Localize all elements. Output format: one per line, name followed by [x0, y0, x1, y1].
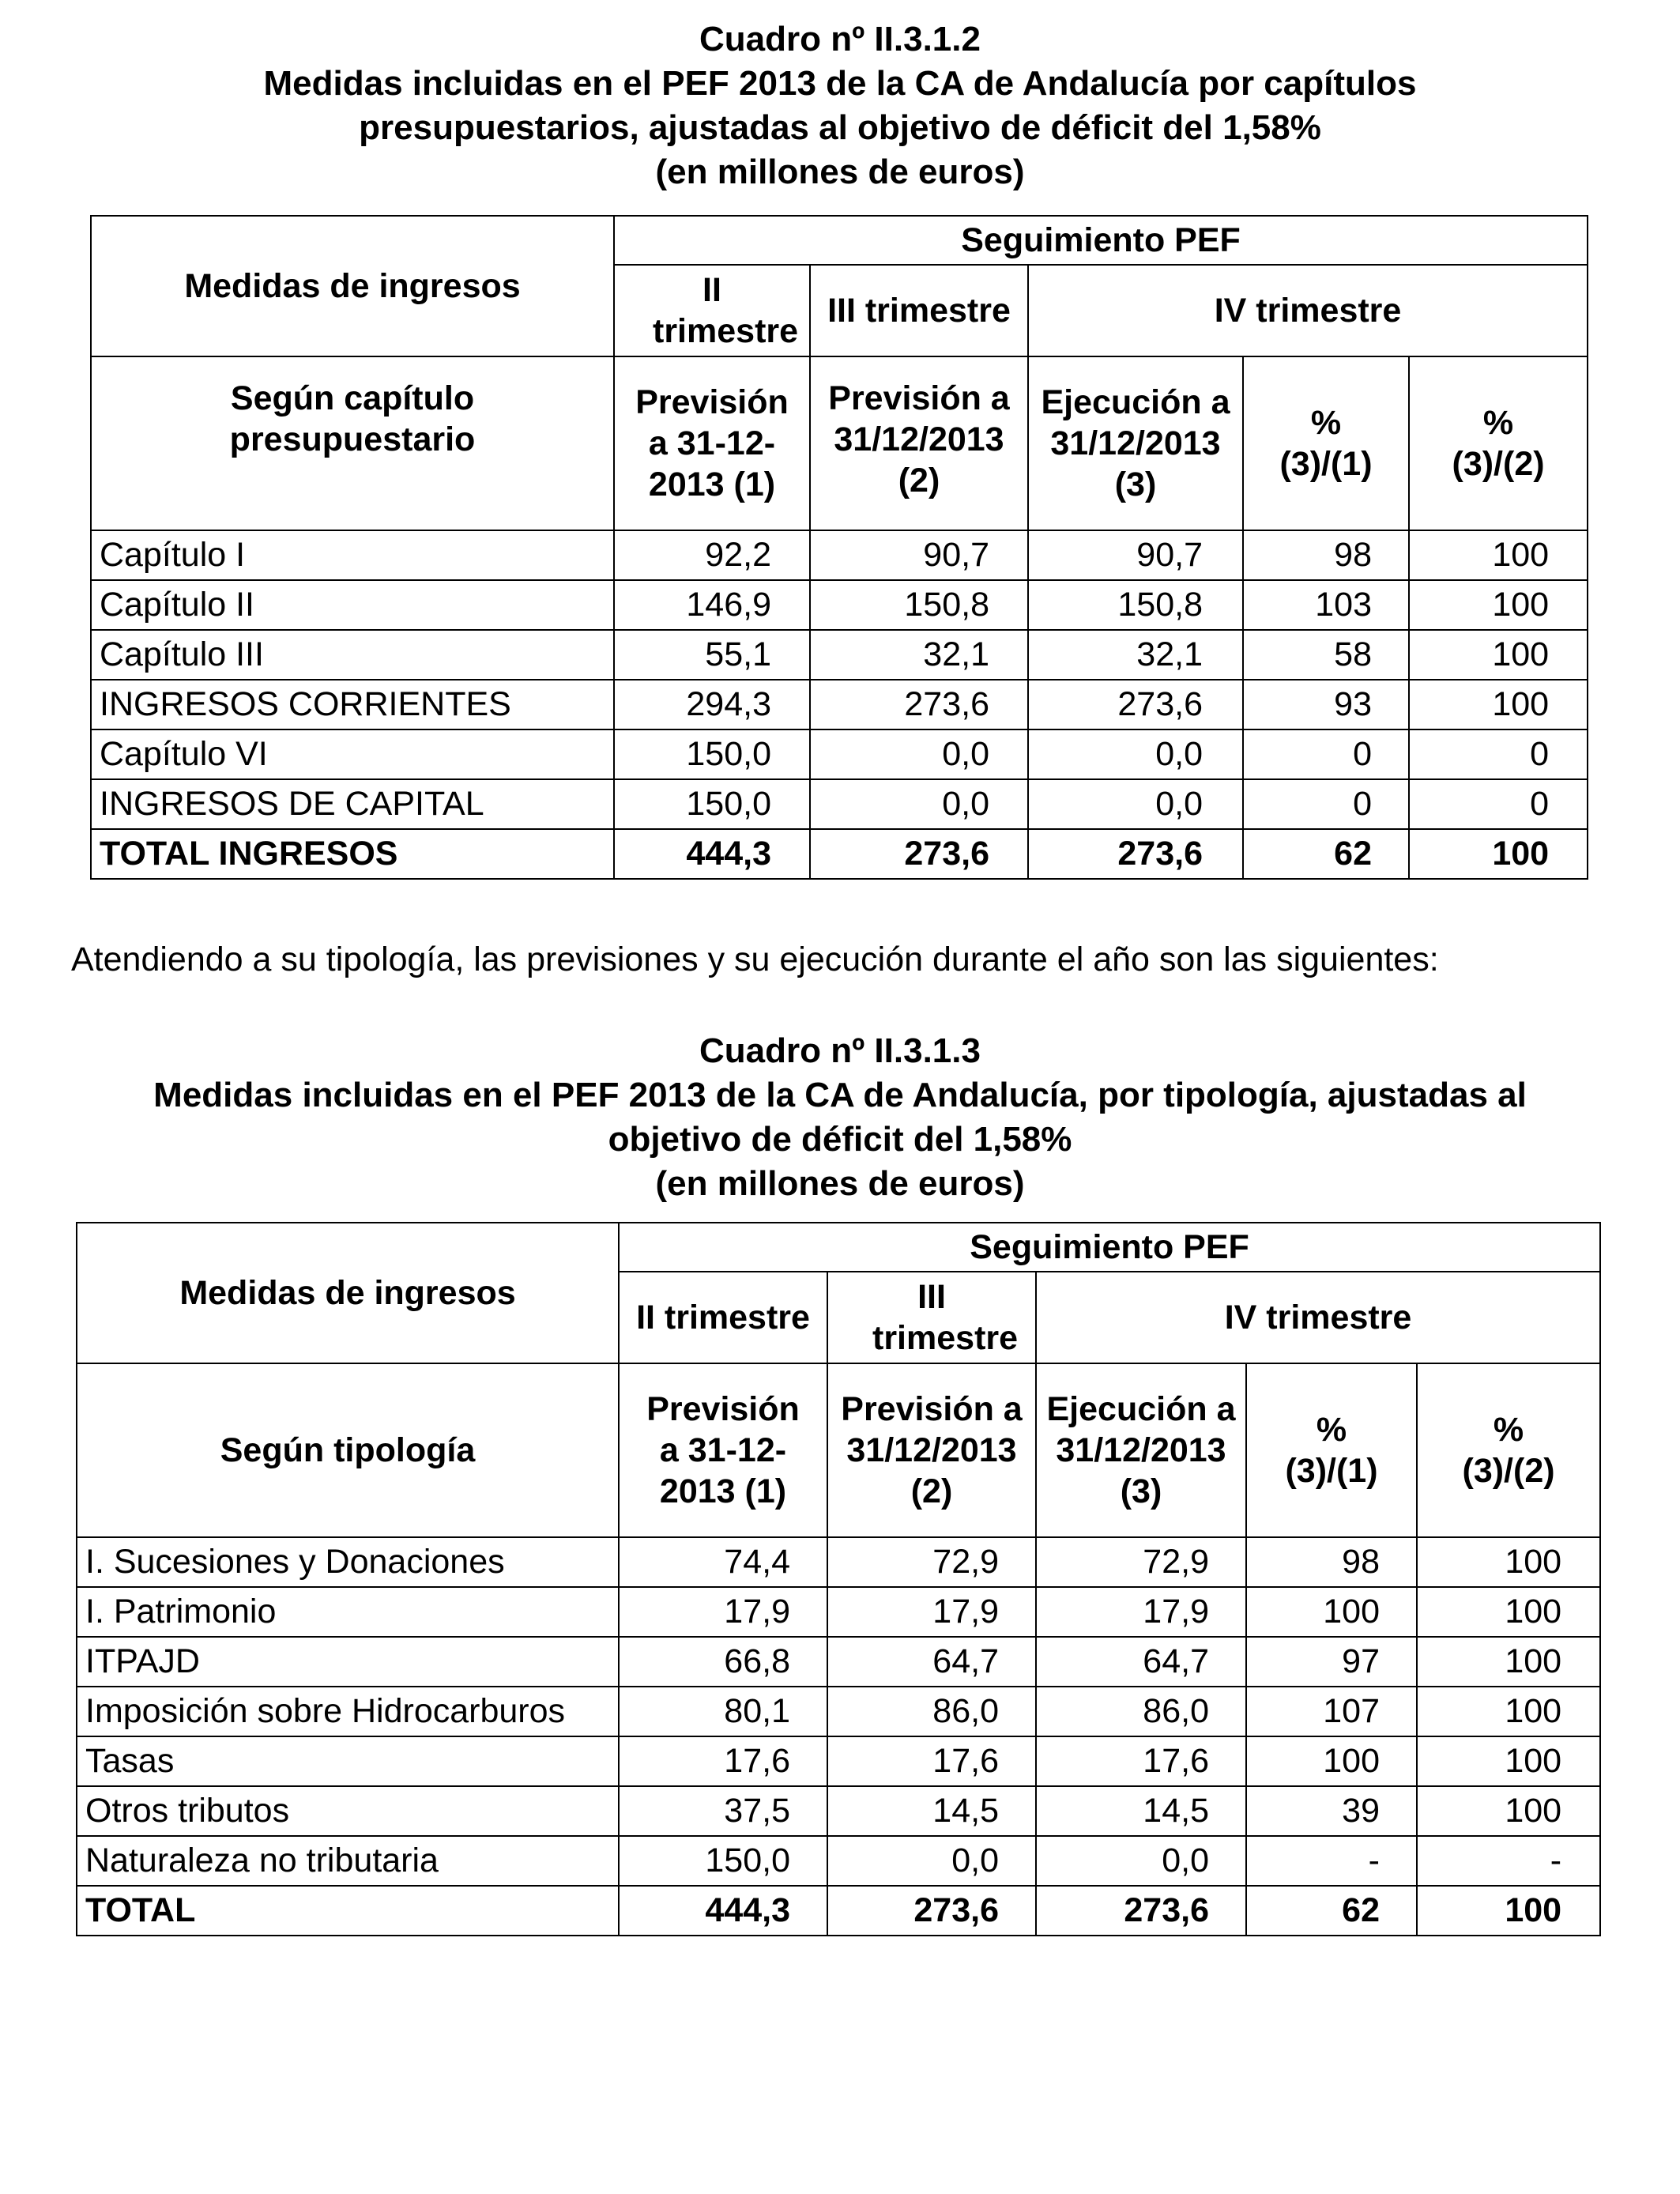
- table1-header-seguimiento: Seguimiento PEF: [614, 216, 1588, 265]
- cell-prev2: 17,6: [827, 1736, 1036, 1786]
- row-label: ITPAJD: [77, 1637, 619, 1687]
- cell-pct2: 100: [1409, 580, 1588, 630]
- cell-pct1: 100: [1246, 1587, 1417, 1637]
- table2-header-pct1: [1246, 1363, 1417, 1537]
- cell-ejec: 32,1: [1028, 630, 1243, 680]
- table-row: [77, 1537, 1600, 1587]
- cell-prev2: 273,6: [810, 680, 1028, 729]
- cell-prev2: 0,0: [810, 779, 1028, 829]
- table1-header-q3: III trimestre: [810, 265, 1028, 356]
- cell-ejec: 273,6: [1036, 1886, 1246, 1936]
- cell-pct2: 100: [1417, 1587, 1600, 1637]
- row-label: Capítulo VI: [91, 729, 614, 779]
- cell-ejec: 0,0: [1028, 729, 1243, 779]
- cell-pct1: 103: [1243, 580, 1409, 630]
- table-row: [77, 1836, 1600, 1886]
- cell-prev2: 14,5: [827, 1786, 1036, 1836]
- cell-pct2: -: [1417, 1836, 1600, 1886]
- table2-header-ejec-text: Ejecución a 31/12/2013 (3): [1046, 1390, 1236, 1510]
- table2-title-line3: objetivo de déficit del 1,58%: [608, 1120, 1072, 1159]
- cell-prev1: 66,8: [619, 1637, 827, 1687]
- table-row: [91, 680, 1588, 729]
- cell-ejec: 17,9: [1036, 1587, 1246, 1637]
- cell-pct1: 0: [1243, 729, 1409, 779]
- row-label: I. Patrimonio: [77, 1587, 619, 1637]
- table2-title-line4: (en millones de euros): [655, 1164, 1025, 1203]
- table2-header-medidas: Medidas de ingresos: [77, 1223, 619, 1363]
- table2-header-prev1-text: Previsión a 31-12-2013 (1): [646, 1390, 800, 1510]
- cell-ejec: 14,5: [1036, 1786, 1246, 1836]
- cell-ejec: 64,7: [1036, 1637, 1246, 1687]
- table1-title: [0, 17, 1680, 194]
- table-total-row: [77, 1886, 1600, 1936]
- row-label: Naturaleza no tributaria: [77, 1836, 619, 1886]
- table2-header-pct1-text: % (3)/(1): [1285, 1411, 1378, 1490]
- cell-pct2: 100: [1409, 530, 1588, 580]
- cell-ejec: 273,6: [1028, 829, 1243, 879]
- table1-header-medidas: Medidas de ingresos: [91, 216, 614, 356]
- row-label: INGRESOS CORRIENTES: [91, 680, 614, 729]
- cell-prev1: 150,0: [614, 779, 810, 829]
- cell-prev1: 37,5: [619, 1786, 827, 1836]
- cell-pct1: 62: [1246, 1886, 1417, 1936]
- table1-title-line1: Cuadro nº II.3.1.2: [699, 20, 981, 58]
- table1-title-line2: Medidas incluidas en el PEF 2013 de la CA de Andalucía por capítulos: [263, 64, 1417, 103]
- cell-pct1: 0: [1243, 779, 1409, 829]
- cell-prev1: 150,0: [619, 1836, 827, 1886]
- cell-prev2: 273,6: [810, 829, 1028, 879]
- cell-pct1: 107: [1246, 1687, 1417, 1736]
- cell-prev1: 80,1: [619, 1687, 827, 1736]
- cell-pct1: 93: [1243, 680, 1409, 729]
- cell-pct2: 100: [1417, 1886, 1600, 1936]
- table-row: [91, 630, 1588, 680]
- cell-prev1: 92,2: [614, 530, 810, 580]
- row-label: INGRESOS DE CAPITAL: [91, 779, 614, 829]
- table-row: [91, 580, 1588, 630]
- cell-pct1: 39: [1246, 1786, 1417, 1836]
- table1: [90, 215, 1588, 880]
- table2-header-prev2: [827, 1363, 1036, 1537]
- row-label: Tasas: [77, 1736, 619, 1786]
- cell-pct2: 100: [1417, 1736, 1600, 1786]
- cell-prev1: 146,9: [614, 580, 810, 630]
- table2-header-seguimiento: Seguimiento PEF: [619, 1223, 1600, 1272]
- cell-pct2: 100: [1409, 680, 1588, 729]
- cell-prev2: 86,0: [827, 1687, 1036, 1736]
- cell-pct1: 100: [1246, 1736, 1417, 1786]
- table2-header-q3-text: III trimestre: [872, 1278, 1019, 1357]
- table1-header-row-label-text: Según capítulo presupuestario: [229, 379, 476, 458]
- cell-ejec: 150,8: [1028, 580, 1243, 630]
- cell-pct2: 100: [1417, 1687, 1600, 1736]
- cell-pct1: 98: [1243, 530, 1409, 580]
- table2-header-ejec: [1036, 1363, 1246, 1537]
- table1-header-q2-text: II trimestre: [653, 271, 799, 350]
- table-row: [91, 530, 1588, 580]
- cell-prev1: 294,3: [614, 680, 810, 729]
- cell-pct1: 97: [1246, 1637, 1417, 1687]
- row-label: Imposición sobre Hidrocarburos: [77, 1687, 619, 1736]
- cell-prev2: 150,8: [810, 580, 1028, 630]
- cell-pct2: 0: [1409, 779, 1588, 829]
- cell-prev2: 17,9: [827, 1587, 1036, 1637]
- table2-header-pct2-text: % (3)/(2): [1462, 1411, 1555, 1490]
- table1-title-line3: presupuestarios, ajustadas al objetivo de déficit del 1,58%: [359, 108, 1321, 147]
- table1-header-row-label: [91, 356, 614, 530]
- cell-prev1: 444,3: [614, 829, 810, 879]
- cell-ejec: 72,9: [1036, 1537, 1246, 1587]
- table1-header-pct2-text: % (3)/(2): [1452, 404, 1545, 483]
- cell-pct2: 0: [1409, 729, 1588, 779]
- table1-header-pct1-text: % (3)/(1): [1279, 404, 1373, 483]
- row-label: I. Sucesiones y Donaciones: [77, 1537, 619, 1587]
- table2-title-line1: Cuadro nº II.3.1.3: [699, 1031, 981, 1070]
- table-total-row: [91, 829, 1588, 879]
- table1-header-prev2-text: Previsión a 31/12/2013 (2): [828, 379, 1010, 499]
- cell-pct2: 100: [1417, 1786, 1600, 1836]
- cell-prev1: 74,4: [619, 1537, 827, 1587]
- cell-prev2: 72,9: [827, 1537, 1036, 1587]
- cell-prev1: 55,1: [614, 630, 810, 680]
- table1-header-q2: [614, 265, 810, 356]
- cell-pct2: 100: [1409, 829, 1588, 879]
- cell-prev2: 64,7: [827, 1637, 1036, 1687]
- table-row: [91, 729, 1588, 779]
- table-row: [77, 1736, 1600, 1786]
- cell-pct1: 62: [1243, 829, 1409, 879]
- table2-header-row-label: Según tipología: [77, 1363, 619, 1537]
- table1-header-prev1: [614, 356, 810, 530]
- table2-header-prev2-text: Previsión a 31/12/2013 (2): [841, 1390, 1023, 1510]
- cell-pct1: 58: [1243, 630, 1409, 680]
- table1-header-prev1-text: Previsión a 31-12-2013 (1): [635, 383, 789, 503]
- table2: [76, 1222, 1601, 1936]
- cell-prev2: 0,0: [810, 729, 1028, 779]
- cell-prev2: 273,6: [827, 1886, 1036, 1936]
- table-row: [77, 1587, 1600, 1637]
- cell-prev1: 444,3: [619, 1886, 827, 1936]
- table2-header-pct2: [1417, 1363, 1600, 1537]
- table1-header-q4: IV trimestre: [1028, 265, 1588, 356]
- cell-ejec: 86,0: [1036, 1687, 1246, 1736]
- table2-title-line2: Medidas incluidas en el PEF 2013 de la CA de Andalucía, por tipología, ajustadas al: [153, 1076, 1527, 1114]
- cell-pct2: 100: [1409, 630, 1588, 680]
- cell-ejec: 273,6: [1028, 680, 1243, 729]
- cell-prev2: 90,7: [810, 530, 1028, 580]
- row-label: Capítulo II: [91, 580, 614, 630]
- table1-title-line4: (en millones de euros): [655, 153, 1025, 191]
- table2-header-q3: [827, 1272, 1036, 1363]
- cell-pct1: 98: [1246, 1537, 1417, 1587]
- table1-header-ejec: [1028, 356, 1243, 530]
- cell-ejec: 90,7: [1028, 530, 1243, 580]
- table2-header-prev1: [619, 1363, 827, 1537]
- table-row: [77, 1637, 1600, 1687]
- table2-title: [0, 1029, 1680, 1206]
- table1-header-pct2: [1409, 356, 1588, 530]
- table1-header-prev2: [810, 356, 1028, 530]
- row-label: Capítulo I: [91, 530, 614, 580]
- cell-ejec: 0,0: [1036, 1836, 1246, 1886]
- cell-pct2: 100: [1417, 1537, 1600, 1587]
- cell-ejec: 0,0: [1028, 779, 1243, 829]
- cell-prev1: 17,6: [619, 1736, 827, 1786]
- cell-ejec: 17,6: [1036, 1736, 1246, 1786]
- table2-header-q4: IV trimestre: [1036, 1272, 1600, 1363]
- cell-pct2: 100: [1417, 1637, 1600, 1687]
- row-label: TOTAL INGRESOS: [91, 829, 614, 879]
- cell-prev2: 0,0: [827, 1836, 1036, 1886]
- row-label: TOTAL: [77, 1886, 619, 1936]
- cell-prev1: 150,0: [614, 729, 810, 779]
- cell-prev2: 32,1: [810, 630, 1028, 680]
- table-row: [77, 1687, 1600, 1736]
- row-label: Capítulo III: [91, 630, 614, 680]
- body-paragraph: Atendiendo a su tipología, las previsiones y su ejecución durante el año son las siguientes:: [71, 941, 1439, 978]
- row-label: Otros tributos: [77, 1786, 619, 1836]
- cell-prev1: 17,9: [619, 1587, 827, 1637]
- table-row: [77, 1786, 1600, 1836]
- table1-header-ejec-text: Ejecución a 31/12/2013 (3): [1041, 383, 1230, 503]
- table1-header-pct1: [1243, 356, 1409, 530]
- table-row: [91, 779, 1588, 829]
- table2-header-q2: II trimestre: [619, 1272, 827, 1363]
- cell-pct1: -: [1246, 1836, 1417, 1886]
